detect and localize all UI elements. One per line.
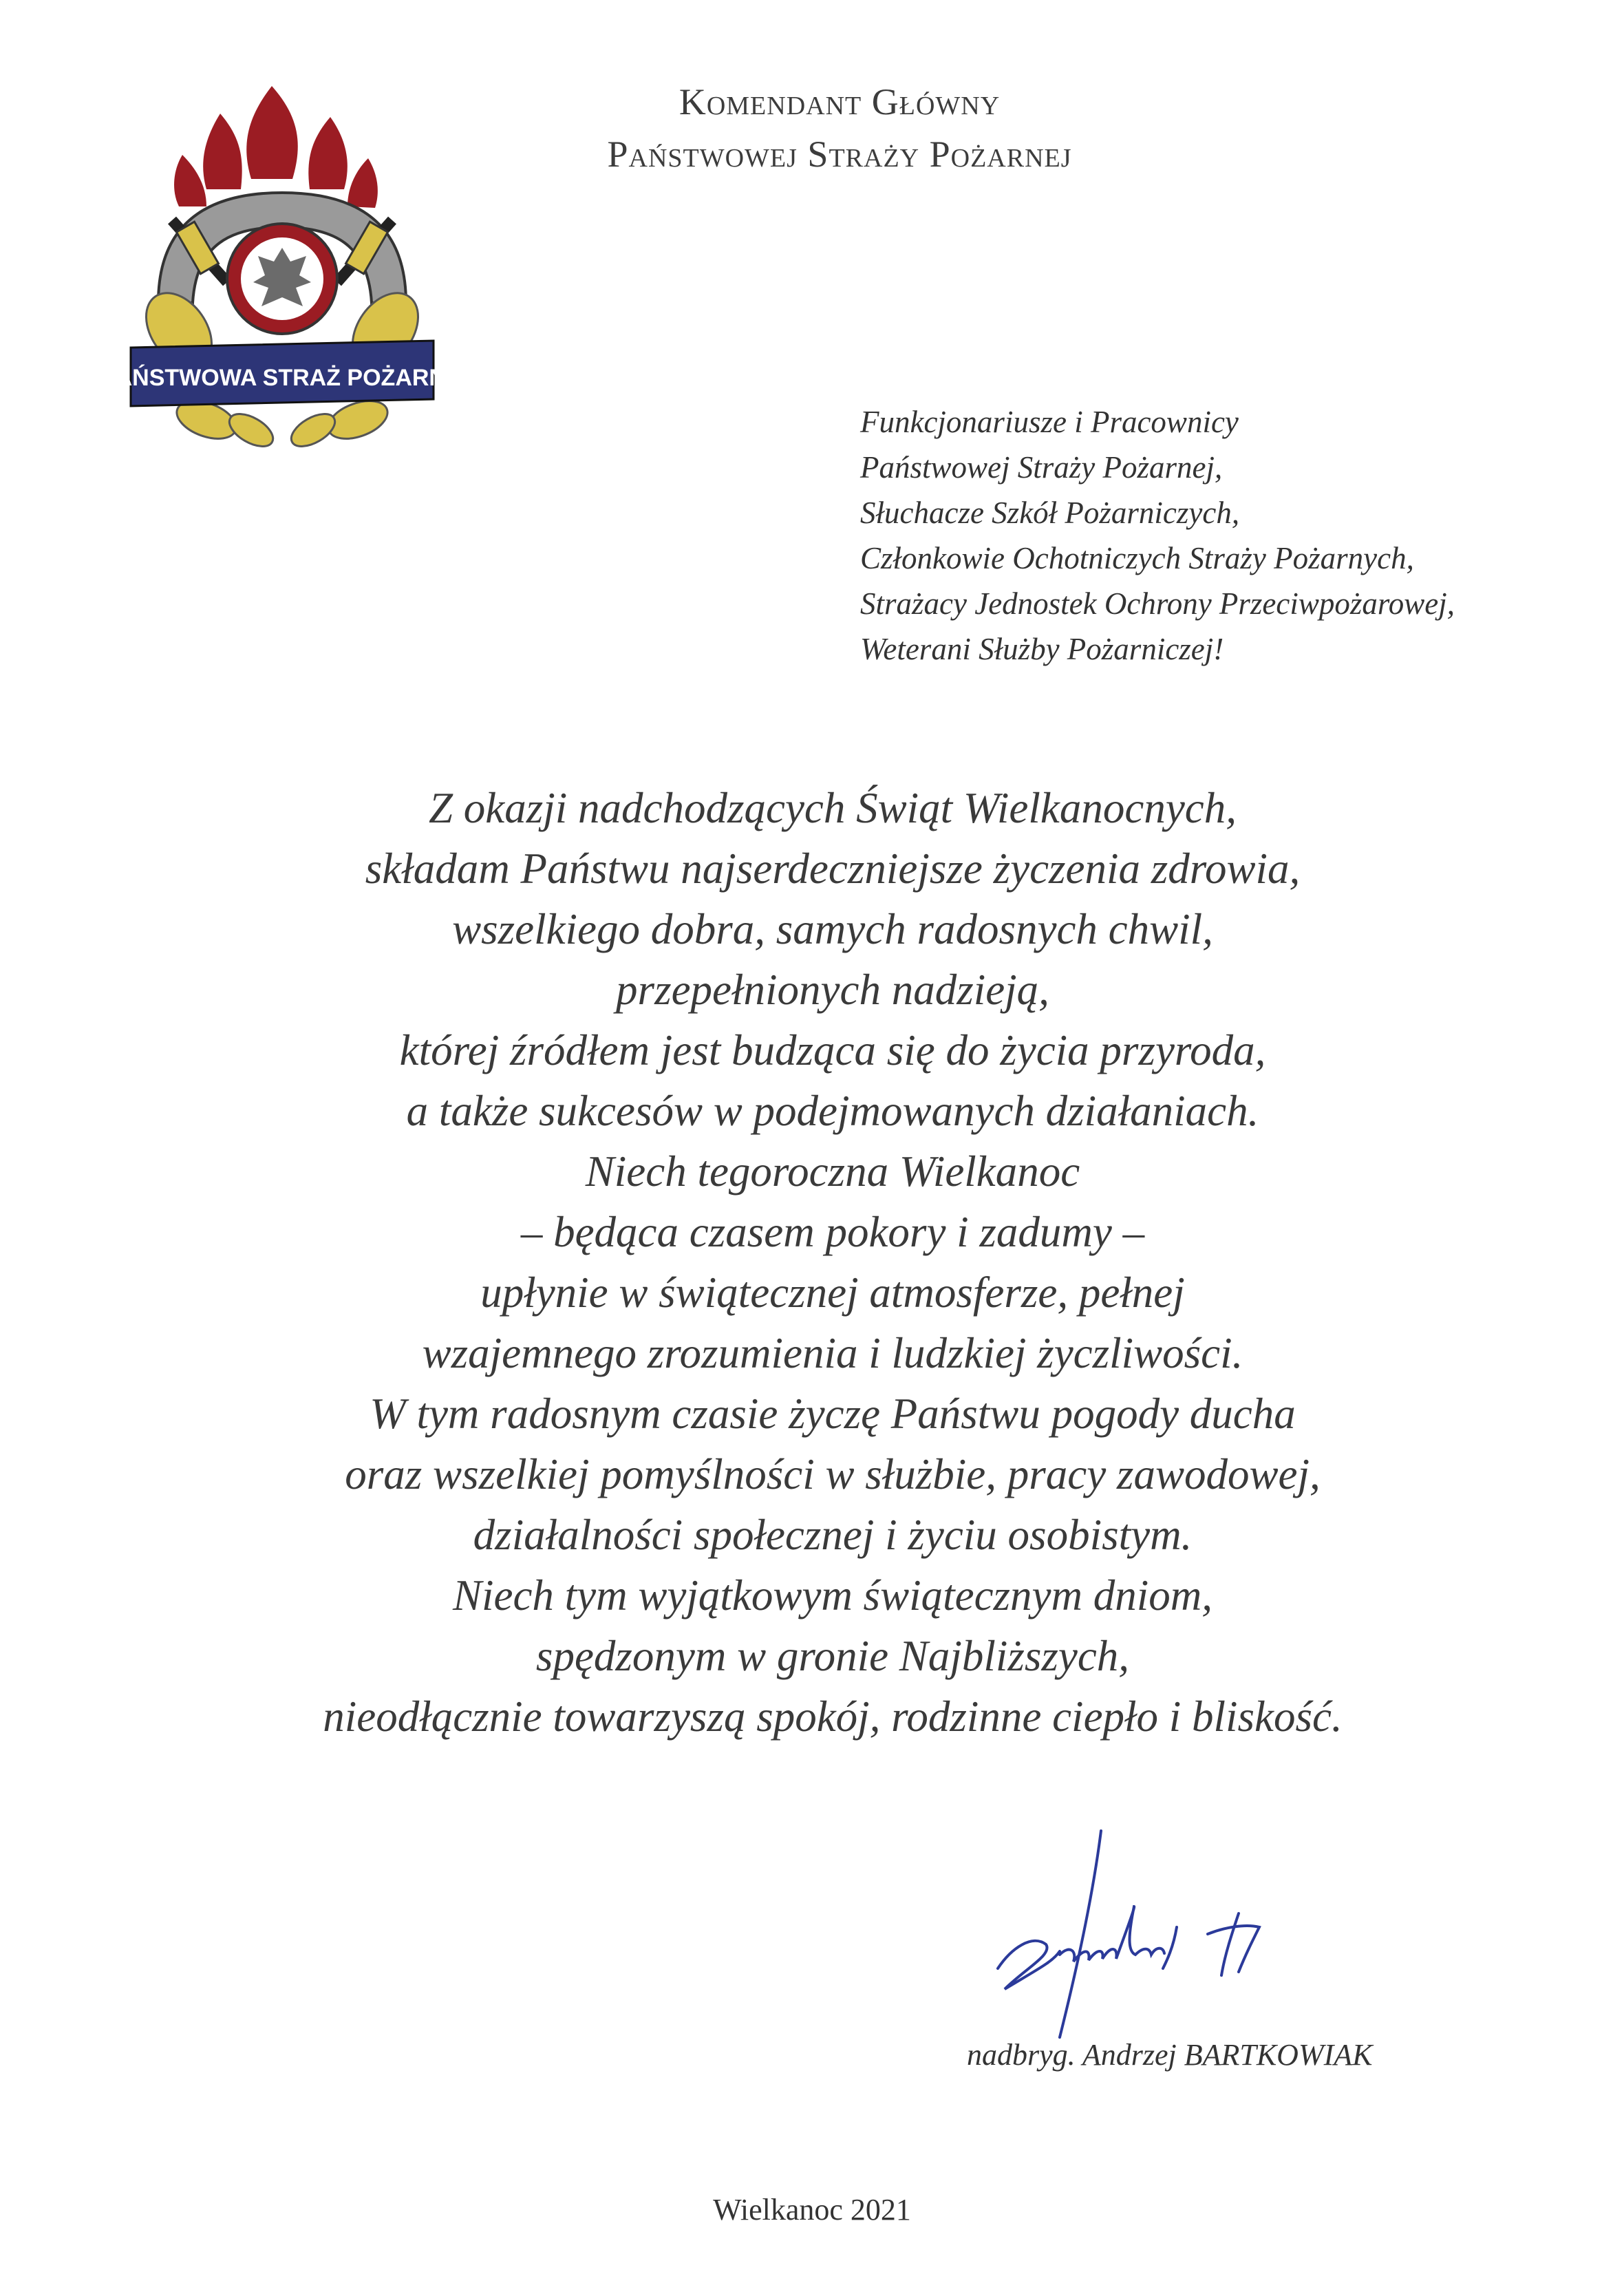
signatory-name: nadbryg. Andrzej BARTKOWIAK [967, 2038, 1373, 2072]
body-line: a także sukcesów w podejmowanych działaniach. [406, 1087, 1259, 1135]
letterhead-title: Komendant Główny [679, 81, 1001, 123]
addressee-line: Strażacy Jednostek Ochrony Przeciwpożarowej, [860, 586, 1455, 621]
body-line: Z okazji nadchodzących Świąt Wielkanocnych, [429, 784, 1237, 832]
addressee-line: Funkcjonariusze i Pracownicy [860, 405, 1239, 439]
body-line: wzajemnego zrozumienia i ludzkiej życzliwości. [422, 1329, 1243, 1377]
addressee-block [860, 399, 1583, 672]
body-line: Niech tegoroczna Wielkanoc [585, 1147, 1080, 1196]
body-line: składam Państwu najserdeczniejsze życzenia zdrowia, [365, 845, 1301, 893]
place-date: Wielkanoc 2021 [713, 2193, 911, 2227]
body-line: nieodłącznie towarzyszą spokój, rodzinne ciepło i bliskość. [323, 1692, 1343, 1741]
letter-body [206, 778, 1459, 1747]
letterhead-subtitle: Państwowej Straży Pożarnej [607, 134, 1072, 175]
handwritten-signature [957, 1831, 1342, 2044]
body-line: upłynie w świątecznej atmosferze, pełnej [480, 1268, 1185, 1317]
body-line: działalności społecznej i życiu osobistym. [473, 1511, 1193, 1559]
body-line: której źródłem jest budząca się do życia przyroda, [399, 1026, 1266, 1074]
body-line: Niech tym wyjątkowym świątecznym dniom, [452, 1571, 1213, 1619]
emblem-banner-text: PAŃSTWOWA STRAŻ POŻARNA [101, 365, 463, 391]
body-line: wszelkiego dobra, samych radosnych chwil, [452, 905, 1213, 953]
addressee-line: Członkowie Ochotniczych Straży Pożarnych, [860, 541, 1414, 575]
body-line: W tym radosnym czasie życzę Państwu pogody ducha [370, 1390, 1296, 1438]
body-line: przepełnionych nadzieją, [616, 966, 1049, 1014]
addressee-line: Słuchacze Szkół Pożarniczych, [860, 496, 1240, 530]
signature-block [957, 1831, 1438, 2058]
body-line: oraz wszelkiej pomyślności w służbie, pracy zawodowej, [345, 1450, 1321, 1498]
body-line: spędzonym w gronie Najbliższych, [535, 1632, 1130, 1680]
addressee-line: Weterani Służby Pożarniczej! [860, 632, 1224, 666]
state-fire-service-emblem-icon [101, 76, 463, 461]
addressee-line: Państwowej Straży Pożarnej, [860, 450, 1223, 485]
body-line: – będąca czasem pokory i zadumy – [520, 1208, 1145, 1256]
letterhead [523, 76, 1156, 180]
